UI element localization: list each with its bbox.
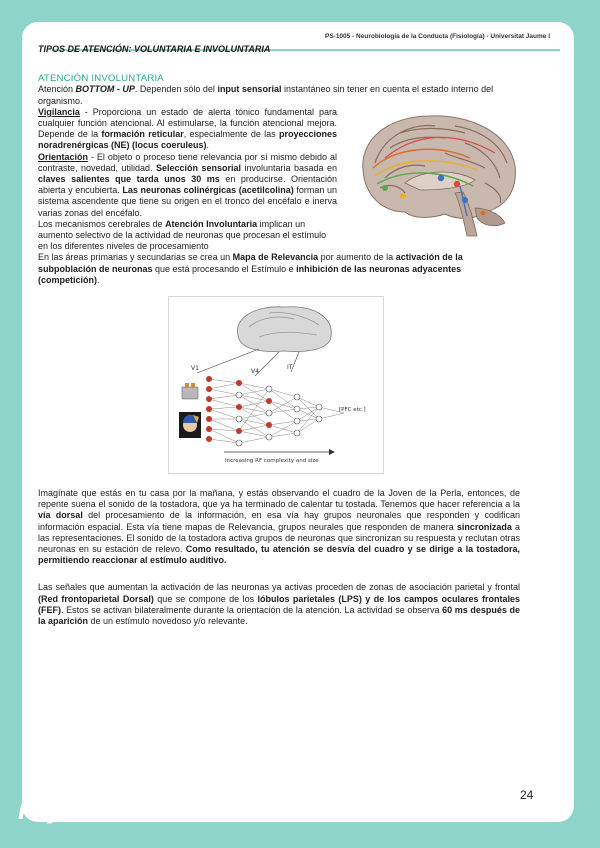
text-bold: 60 ms después de la aparición	[38, 604, 520, 627]
text-bold: Como resultado, tu atención se desvía del cuadro y se dirige a la tostadora, permitiendo reaccionar al estímulo auditivo.	[38, 544, 521, 566]
text: . Dependen sólo del	[134, 84, 218, 95]
page-title: TIPOS DE ATENCIÓN: VOLUNTARIA E INVOLUNTARIA	[38, 44, 271, 54]
text-bold: lóbulos parietales (LPS) y de los campos oculares frontales (FEF)	[38, 593, 520, 615]
text: - Proporciona un estado de alerta tónico fundamental para cualquier función atencional. Al estimularse, la función atencional mejora. Depende de la	[38, 106, 337, 140]
spacer	[38, 474, 520, 488]
brand-logo: Psycho Gabs	[18, 800, 178, 824]
text: que se compone de los	[153, 593, 258, 604]
text: forman un sistema ascendente que tiene su origen en el tronco del encéfalo e inerva varias zonas del encéfalo.	[38, 185, 337, 218]
intro-paragraph	[38, 84, 520, 106]
text: , especialmente de las	[183, 129, 279, 140]
text-bold: inhibición de las neuronas adyacentes (competición)	[38, 263, 462, 285]
header-text: PS-1005 - Neurobiología de la Conducta (Fisiología) - Universitat Jaume I	[324, 33, 550, 40]
text-bold: Mapa de Relevancia	[232, 252, 319, 263]
label-it: IT	[287, 364, 293, 372]
text: Atención	[38, 84, 76, 95]
label-v4: V4	[251, 368, 259, 376]
text: implican un aumento selectivo de la actividad de neuronas que procesan el estímulo en los diferentes niveles de procesamiento	[38, 218, 327, 252]
text-bold: input sensorial	[217, 84, 282, 95]
running-header	[22, 33, 574, 40]
text-bold: BOTTOM - UP	[75, 84, 135, 95]
text-bold: sincronizada	[456, 521, 512, 532]
section-heading: ATENCIÓN INVOLUNTARIA	[38, 73, 164, 85]
girl-with-pearl-earring-icon	[179, 412, 201, 438]
neural-hierarchy-diagram	[169, 297, 383, 473]
content	[38, 44, 520, 627]
text-bold: vía dorsal	[38, 510, 83, 521]
text-bold: Las neuronas colinérgicas (acetilcolina)	[122, 185, 294, 196]
text: que está procesando el Estímulo e	[152, 263, 297, 274]
text: En las áreas primarias y secundarias se crea un	[38, 252, 233, 263]
term-vigilancia: Vigilancia	[38, 106, 80, 117]
senales-paragraph	[38, 582, 520, 627]
page-number: 24	[520, 788, 534, 802]
axis-label: Increasing RF complexity and size	[225, 458, 319, 465]
text: - El objeto o proceso tiene relevancia por sí mismo debido al contraste, novedad, utilidad.	[38, 151, 337, 173]
brain-sagittal-image	[345, 108, 520, 243]
label-pfc: [PFC etc.]	[339, 407, 366, 414]
text: instantáneo sin tener en cuenta el estado interno del organismo.	[38, 84, 494, 106]
brain-block	[38, 107, 520, 219]
text-bold: (Red frontoparietal Dorsal)	[38, 593, 154, 604]
text: del procesamiento de la información, en esa vía hay grupos neuronales que responden y codifican información espacial. Esta vía tiene mapas de Relevancia, grupos neurales que responden de manera	[38, 510, 521, 532]
text: a las representaciones. El sonido de la tostadora activa grupos de neuronas que sincronizan su respuesta y reclutan otras neuronas en su estación de relevo.	[38, 521, 520, 555]
text: .	[97, 274, 100, 285]
text-bold: Atención Involuntaria	[165, 218, 258, 229]
text: Imagínate que estás en tu casa por la mañana, y estás observando el cuadro de la Joven de la Perla, entonces, de repente suena el sonido de la tostadora, que ya ha terminado de calentar tu tostada. Tenemos que hacer referencia a la	[38, 488, 520, 510]
spacer	[38, 566, 520, 582]
network-figure	[168, 296, 384, 474]
text: de un estímulo novedoso y/o relevante.	[88, 616, 248, 627]
text-bold: claves salientes que tarda unos 30 ms	[38, 174, 220, 185]
imagina-paragraph	[38, 488, 520, 566]
text: involuntaria basada en	[241, 162, 337, 173]
text: Las señales que aumentan la activación de las neuronas ya activas proceden de zonas de asociación parietal y frontal	[38, 582, 520, 593]
text: en producirse. Orientación abierta y encubierta.	[38, 174, 338, 196]
text-bold: activación de la subpoblación de neuronas	[38, 252, 463, 274]
term-orientacion: Orientación	[38, 151, 89, 162]
areas-paragraph	[38, 252, 520, 286]
text-bold: Selección sensorial	[156, 162, 242, 173]
text-bold: proyecciones noradrenérgicas (NE) (locus coeruleus)	[38, 129, 337, 151]
text: . Estos se activan bilateralmente durante la orientación de la atención. La actividad se observa	[61, 604, 443, 615]
text: por aumento de la	[318, 252, 396, 263]
text-bold: formación reticular	[101, 129, 184, 140]
text: .	[206, 140, 210, 151]
text: Los mecanismos cerebrales de	[38, 218, 166, 229]
label-v1: V1	[191, 365, 199, 373]
